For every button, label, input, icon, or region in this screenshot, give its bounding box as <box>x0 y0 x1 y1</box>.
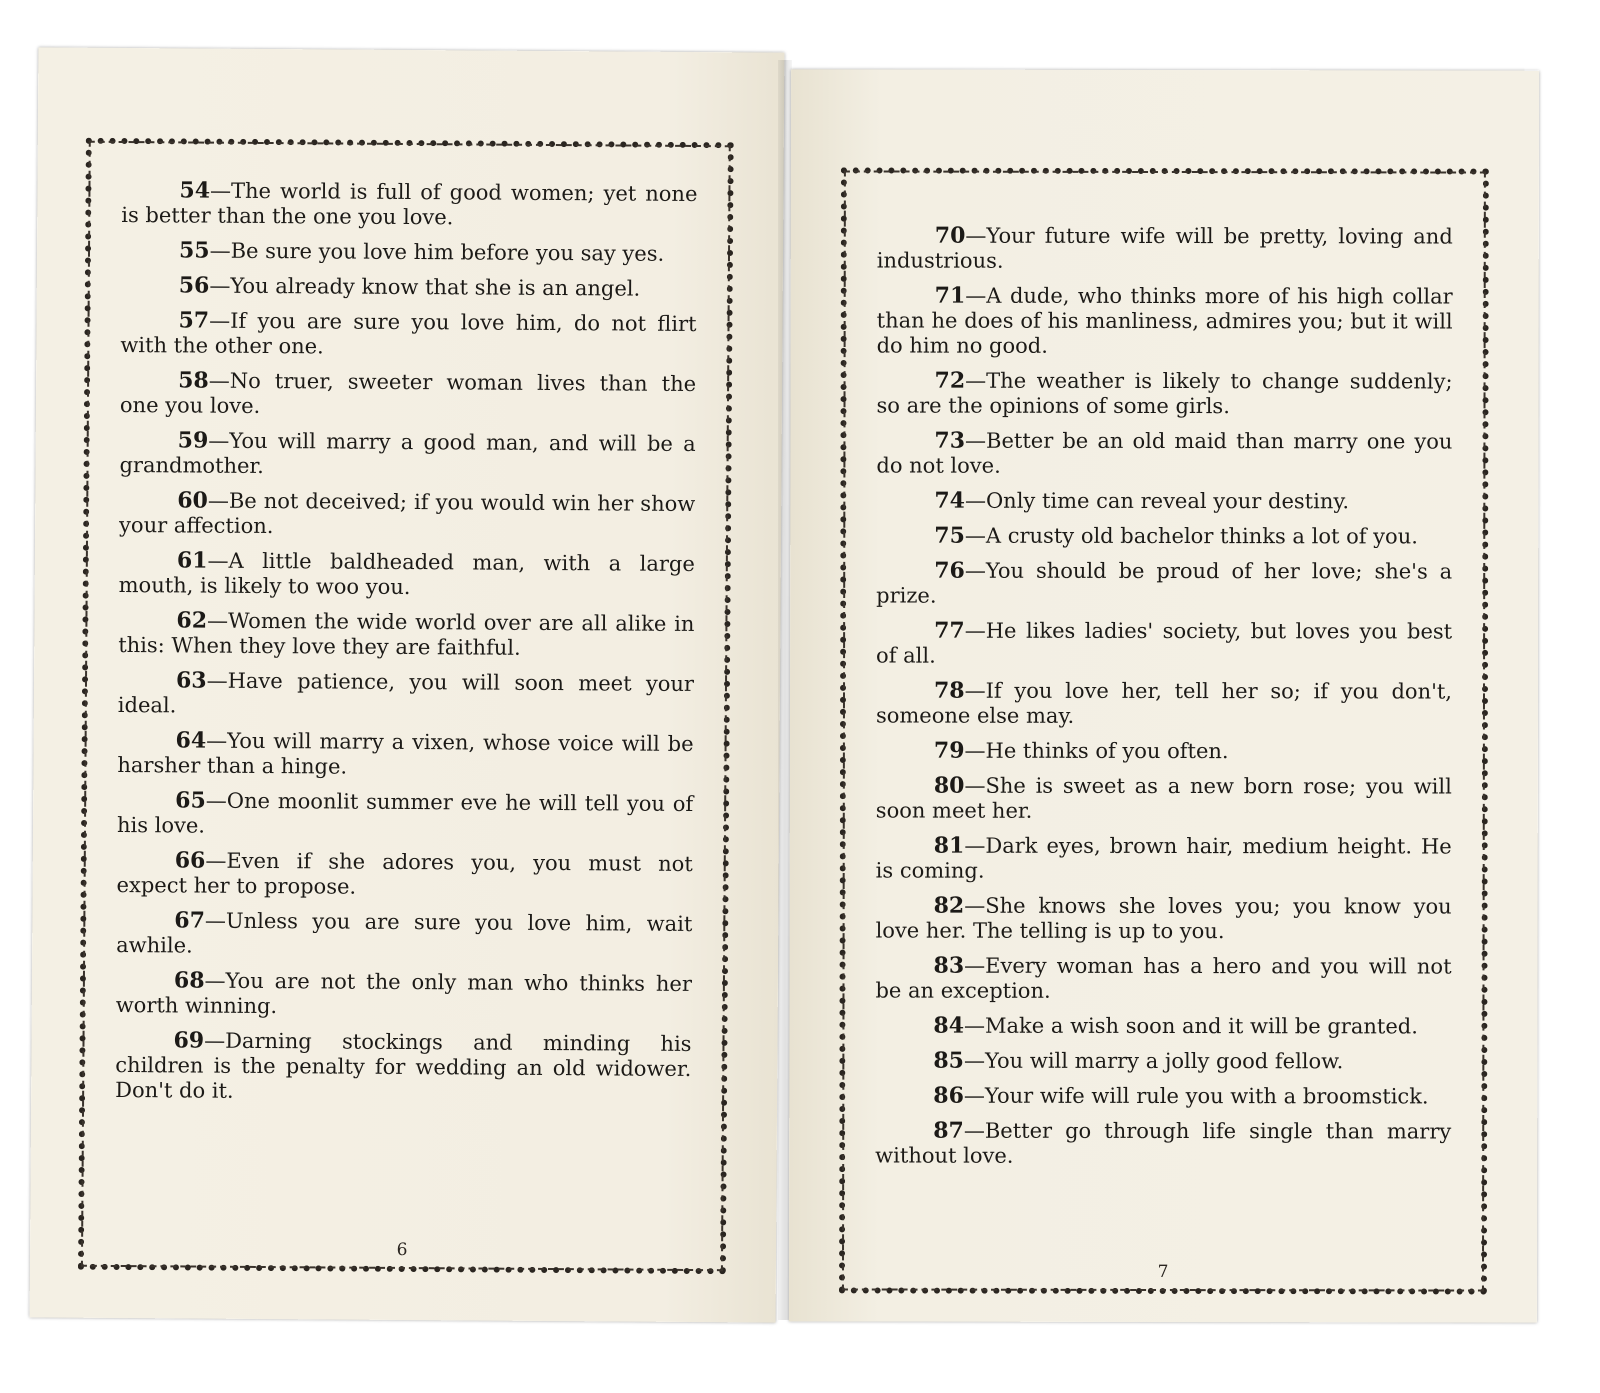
entry-text: —A crusty old bachelor thinks a lot of you. <box>964 523 1418 549</box>
left-page <box>30 47 785 1322</box>
entry-number: 59 <box>177 427 209 454</box>
fortune-entry <box>877 283 1453 359</box>
fortune-entry <box>875 953 1451 1004</box>
entry-text: —You should be proud of her love; she's a prize. <box>876 558 1453 608</box>
entry-text: —If you love her, tell her so; if you don't, someone else may. <box>875 678 1453 728</box>
fortune-entry <box>120 308 696 362</box>
fortune-list <box>115 178 698 1117</box>
entry-text: —He thinks of you often. <box>964 738 1229 764</box>
fortune-entry <box>875 1048 1451 1074</box>
entry-text: —Be sure you love him before you say yes. <box>209 238 665 266</box>
entry-text: —The weather is likely to change suddenly; so are the opinions of some girls. <box>876 368 1453 419</box>
entry-text: —Your wife will rule you with a broomstick. <box>963 1083 1429 1109</box>
entry-text: —He likes ladies' society, but loves you best of all. <box>876 618 1453 668</box>
entry-number: 56 <box>178 272 210 299</box>
entry-text: —Be not deceived; if you would win her show your affection. <box>119 488 696 539</box>
entry-number: 68 <box>173 967 205 994</box>
entry-number: 81 <box>933 832 965 859</box>
entry-number: 55 <box>178 237 210 264</box>
fortune-entry <box>115 1028 692 1107</box>
entry-text: —She knows she loves you; you know you love her. The telling is up to you. <box>875 893 1452 944</box>
entry-number: 85 <box>933 1047 965 1074</box>
entry-number: 73 <box>934 427 966 454</box>
entry-text: —You already know that she is an angel. <box>209 273 641 301</box>
right-page <box>789 69 1539 1322</box>
entry-text: —One moonlit summer eve he will tell you of his love. <box>116 788 694 838</box>
fortune-list <box>875 223 1453 1179</box>
entry-number: 60 <box>177 487 208 514</box>
fortune-entry <box>119 488 695 542</box>
fortune-entry <box>117 848 693 902</box>
entry-text: —Dark eyes, brown hair, medium height. He is coming. <box>875 833 1452 883</box>
entry-text: —Better go through life single than marry without love. <box>875 1118 1452 1168</box>
entry-number: 82 <box>933 892 965 919</box>
entry-number: 86 <box>933 1082 964 1109</box>
page-number: 7 <box>1157 1261 1169 1283</box>
entry-number: 79 <box>933 737 965 764</box>
entry-text: —You are not the only man who thinks her worth winning. <box>115 968 693 1019</box>
entry-text: —The world is full of good women; yet none is better than the one you love. <box>121 178 698 230</box>
entry-text: —Women the wide world over are all alike in this: When they love they are faithful. <box>118 608 695 660</box>
entry-number: 58 <box>178 367 209 394</box>
fortune-entry <box>120 368 696 422</box>
entry-number: 62 <box>176 607 208 634</box>
entry-number: 66 <box>174 847 206 874</box>
fortune-entry <box>876 833 1452 884</box>
entry-text: —Only time can reveal your destiny. <box>964 488 1350 514</box>
page-number: 6 <box>396 1239 408 1261</box>
entry-number: 70 <box>934 222 966 249</box>
entry-number: 83 <box>933 952 965 979</box>
fortune-entry <box>876 893 1452 944</box>
entry-text: —Darning stockings and minding his children is the penalty for wedding an old widower. Don't do it. <box>115 1028 692 1103</box>
entry-number: 69 <box>173 1027 205 1054</box>
entry-number: 87 <box>933 1117 964 1144</box>
entry-number: 54 <box>179 177 211 204</box>
entry-text: —A dude, who thinks more of his high collar than he does of his manliness, admires you; but it will do him no good. <box>876 283 1453 358</box>
entry-number: 57 <box>178 307 210 334</box>
entry-text: —Even if she adores you, you must not expect her to propose. <box>116 848 693 899</box>
fortune-entry <box>877 223 1453 274</box>
fortune-entry <box>116 968 692 1022</box>
entry-text: —She is sweet as a new born rose; you will soon meet her. <box>875 773 1452 823</box>
fortune-entry <box>118 608 694 662</box>
entry-number: 67 <box>174 907 206 934</box>
entry-text: —No truer, sweeter woman lives than the one you love. <box>119 368 697 418</box>
entry-number: 63 <box>175 667 207 694</box>
fortune-entry <box>876 773 1452 824</box>
entry-text: —Make a wish soon and it will be granted. <box>964 1013 1418 1039</box>
fortune-entry <box>875 1083 1451 1109</box>
fortune-entry <box>121 273 697 302</box>
decorative-border <box>78 138 734 1274</box>
entry-text: —You will marry a good man, and will be a grandmother. <box>119 428 696 478</box>
fortune-entry <box>121 178 697 232</box>
entry-number: 64 <box>175 727 207 754</box>
fortune-entry <box>117 788 693 842</box>
fortune-entry <box>116 908 692 962</box>
decorative-border <box>839 167 1489 1294</box>
entry-number: 71 <box>934 282 966 309</box>
entry-number: 77 <box>934 617 965 644</box>
entry-number: 72 <box>934 367 966 394</box>
entry-text: —If you are sure you love him, do not flirt with the other one. <box>120 308 697 359</box>
entry-number: 61 <box>176 547 208 574</box>
fortune-entry <box>876 558 1452 609</box>
fortune-entry <box>118 668 694 722</box>
entry-text: —Unless you are sure you love him, wait awhile. <box>116 908 693 958</box>
entry-number: 65 <box>175 787 206 814</box>
fortune-entry <box>119 548 695 602</box>
fortune-entry <box>876 678 1452 729</box>
fortune-entry <box>875 1013 1451 1039</box>
fortune-entry <box>876 488 1452 514</box>
entry-number: 80 <box>933 772 965 799</box>
entry-text: —Have patience, you will soon meet your ideal. <box>117 668 695 718</box>
entry-number: 84 <box>933 1012 965 1039</box>
fortune-entry <box>876 523 1452 549</box>
fortune-entry <box>876 618 1452 669</box>
fortune-entry <box>876 428 1452 479</box>
entry-text: —You will marry a jolly good fellow. <box>963 1048 1344 1074</box>
entry-number: 74 <box>934 487 965 514</box>
entry-text: —Better be an old maid than marry one you do not love. <box>876 428 1453 478</box>
entry-text: —You will marry a vixen, whose voice will be harsher than a hinge. <box>117 728 694 779</box>
fortune-entry <box>117 728 693 782</box>
entry-text: —Every woman has a hero and you will not be an exception. <box>875 953 1452 1003</box>
fortune-entry <box>875 1118 1451 1169</box>
fortune-entry <box>119 428 695 482</box>
fortune-entry <box>876 368 1452 419</box>
entry-number: 76 <box>934 557 965 584</box>
entry-number: 75 <box>934 522 965 549</box>
entry-text: —Your future wife will be pretty, loving and industrious. <box>876 223 1453 273</box>
fortune-entry <box>121 238 697 267</box>
entry-number: 78 <box>933 677 965 704</box>
entry-text: —A little baldheaded man, with a large mouth, is likely to woo you. <box>118 548 695 600</box>
fortune-entry <box>876 738 1452 764</box>
